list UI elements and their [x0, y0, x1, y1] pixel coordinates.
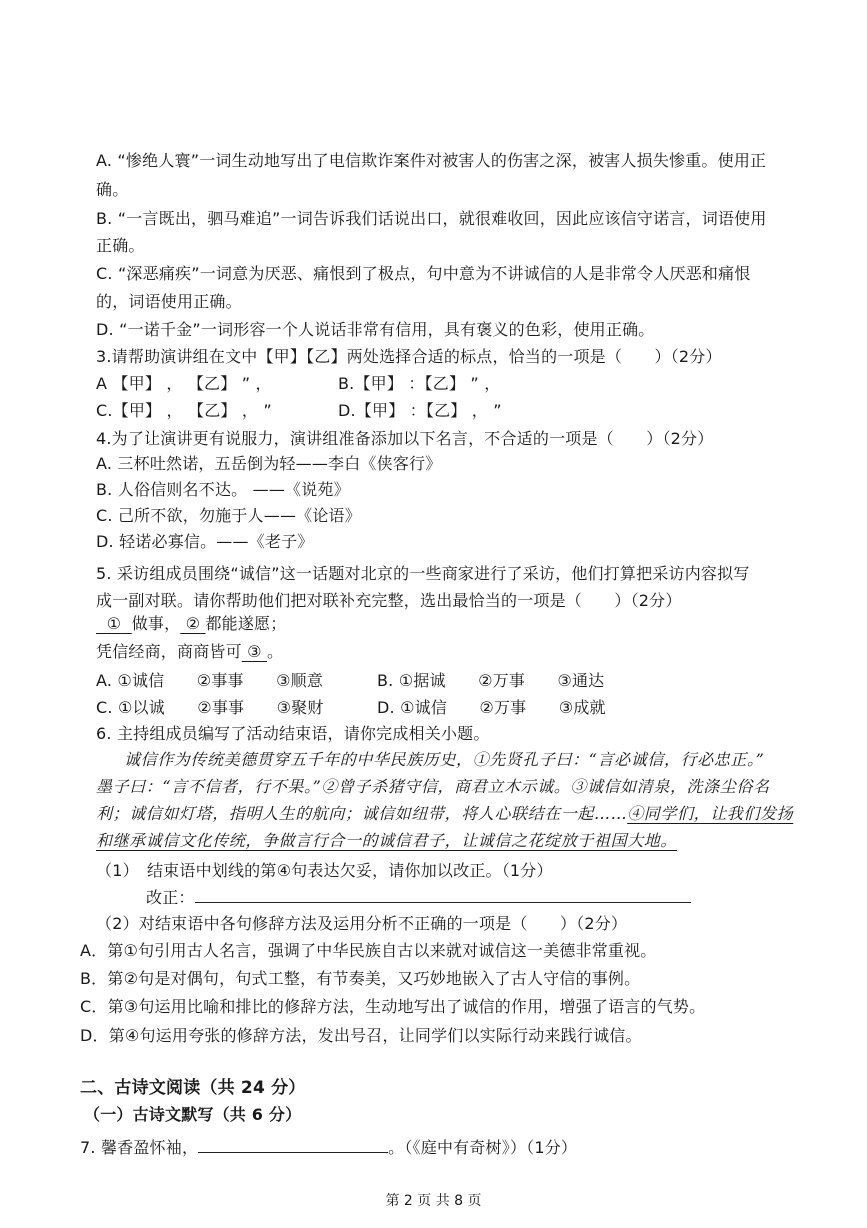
passage-line2: 墨子曰：“言不信者，行不果。”②曾子杀猪守信，商君立木示诚。③诚信如清泉，洗涤尘俗名: [96, 777, 770, 796]
passage-line3-text: 利；诚信如灯塔，指明人生的航向；诚信如纽带，将人心联结在一起……: [96, 804, 628, 823]
couplet-text-1: 做事，: [131, 614, 181, 633]
couplet-period: 。: [266, 642, 284, 661]
option-c-line2: 的，词语使用正确。: [96, 292, 242, 311]
q4-option-a: A. 三杯吐然诺，五岳倒为轻——李白《侠客行》: [96, 454, 442, 473]
passage-line1: 诚信作为传统美德贯穿五千年的中华民族历史，①先贤孔子曰：“言必诚信，行必忠正。”: [124, 750, 765, 769]
section-2-1-heading: （一）古诗文默写（共 6 分）: [84, 1105, 302, 1124]
q4-option-b: B. 人俗信则名不达。 ——《说苑》: [96, 480, 350, 499]
question-4: 4.为了让演讲更有说服力，演讲组准备添加以下名言，不合适的一项是（ ）（2分）: [96, 429, 714, 448]
passage-line3: [96, 803, 793, 825]
option-b-line2: 正确。: [96, 236, 145, 255]
option-a-line2: 确。: [96, 180, 129, 199]
couplet-line1: [96, 613, 286, 635]
page-number: 第 2 页 共 8 页: [385, 1193, 482, 1209]
blank-2-label: ②: [185, 614, 201, 633]
question-5-line1: 5. 采访组成员围绕“诚信”这一话题对北京的一些商家进行了采访，他们打算把采访内容拟写: [96, 564, 750, 583]
q3-option-b: B.【甲】 ：【乙】 ” ，: [338, 374, 501, 393]
question-6: 6. 主持组成员编写了活动结束语，请你完成相关小题。: [96, 724, 490, 743]
option-d-line: D. “一诺千金”一词形容一个人说话非常有信用，具有褒义的色彩，使用正确。: [96, 320, 655, 339]
sub2-option-b: B．第②句是对偶句，句式工整，有节奏美，又巧妙地嵌入了古人守信的事例。: [80, 969, 641, 988]
option-a-line1: A. “惨绝人寰”一词生动地写出了电信欺诈案件对被害人的伤害之深，被害人损失惨重。使用正: [96, 151, 767, 170]
sub2-option-d: D．第④句运用夸张的修辞方法，发出号召，让同学们以实际行动来践行诚信。: [80, 1026, 642, 1045]
question-5-line2: 成一副对联。请你帮助他们把对联补充完整，选出最恰当的一项是（ ）（2分）: [96, 591, 682, 610]
q3-option-d: D.【甲】 ：【乙】 ， ”: [338, 401, 502, 420]
couplet-text-2: 都能遂愿；: [205, 614, 287, 633]
sub2-option-a: A．第①句引用古人名言，强调了中华民族自古以来就对诚信这一美德非常重视。: [80, 941, 657, 960]
q4-option-d: D. 轻诺必寡信。——《老子》: [96, 532, 314, 551]
option-b-line1: B. “一言既出，驷马难追”一词告诉我们话说出口，就很难收回，因此应该信守诺言，词语使用: [96, 209, 767, 228]
blank-3[interactable]: [242, 642, 267, 661]
question-7-answer-blank[interactable]: [198, 1136, 388, 1153]
section-2-heading: 二、古诗文阅读（共 24 分）: [80, 1078, 306, 1098]
blank-1[interactable]: [96, 614, 132, 633]
underlined-sentence-4-end: 和继承诚信文化传统，争做言行合一的诚信君子，让诚信之花绽放于祖国大地。: [96, 831, 678, 850]
blank-1-label: ①: [106, 614, 122, 633]
underlined-sentence-4-start: ④同学们，让我们发扬: [627, 804, 794, 823]
option-c-line1: C. “深恶痛疾”一词意为厌恶、痛恨到了极点，句中意为不讲诚信的人是非常令人厌恶和痛恨: [96, 264, 751, 283]
question-7-source: 。（《庭中有奇树》）（1分）: [388, 1138, 578, 1157]
q5-option-c: C. ①以诚 ②事事 ③聚财: [96, 698, 324, 717]
blank-3-label: ③: [247, 642, 262, 661]
correction-line: [146, 886, 691, 909]
q3-option-c: C.【甲】 ， 【乙】 ， ”: [96, 401, 272, 420]
q5-option-a: A. ①诚信 ②事事 ③顺意: [96, 671, 324, 690]
question-3: 3.请帮助演讲组在文中【甲】【乙】两处选择合适的标点，恰当的一项是（ ）（2分）: [96, 347, 722, 366]
correction-label: 改正：: [146, 888, 195, 907]
q5-option-b: B. ①据诚 ②万事 ③通达: [377, 671, 605, 690]
sub-question-2: （2）对结束语中各句修辞方法及运用分析不正确的一项是（ ）（2分）: [96, 914, 628, 933]
q5-option-d: D. ①诚信 ②万事 ③成就: [377, 698, 606, 717]
q3-option-a: A 【甲】 ， 【乙】 ” ，: [96, 374, 272, 393]
couplet-text-3: 凭信经商，商商皆可: [96, 642, 242, 661]
question-7: [80, 1136, 577, 1159]
correction-input[interactable]: [195, 886, 691, 903]
q4-option-c: C. 己所不欲，勿施于人——《论语》: [96, 506, 361, 525]
sub2-option-c: C．第③句运用比喻和排比的修辞方法，生动地写出了诚信的作用，增强了语言的气势。: [80, 997, 706, 1016]
sub-question-1: （1） 结束语中划线的第④句表达欠妥，请你加以改正。（1分）: [96, 861, 553, 880]
question-7-prompt: 7. 馨香盈怀袖，: [80, 1138, 199, 1157]
couplet-line2: [96, 641, 283, 663]
blank-2[interactable]: [180, 614, 205, 633]
